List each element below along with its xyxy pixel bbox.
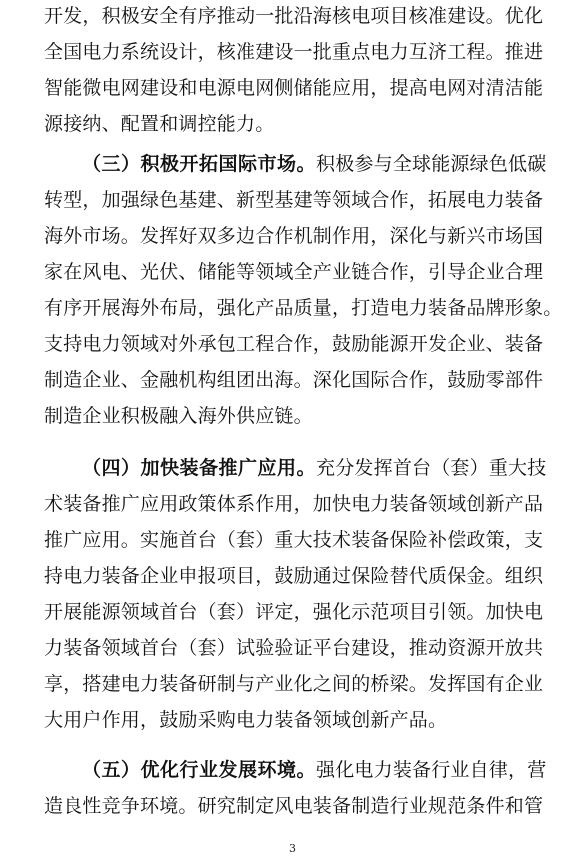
paragraph-line [44, 76, 543, 100]
paragraph-line [44, 260, 543, 284]
paragraph-line [44, 224, 543, 248]
section-heading: （五）优化行业发展环境。 [82, 759, 317, 781]
paragraph-line [44, 188, 543, 212]
paragraph-text: 充分发挥首台（套）重大技 [316, 457, 547, 479]
paragraph-line [44, 708, 447, 732]
paragraph-text: 享，搭建电力装备研制与产业化之间的桥梁。发挥国有企业 [44, 673, 544, 695]
paragraph-line [44, 368, 543, 392]
paragraph-text: 海外市场。发挥好双多边合作机制作用，深化与新兴市场国 [44, 225, 544, 247]
paragraph-text: 术装备推广应用政策体系作用，加快电力装备领域创新产品 [44, 493, 544, 515]
paragraph-line [44, 404, 313, 428]
paragraph-text: 推广应用。实施首台（套）重大技术装备保险补偿政策，支 [44, 529, 544, 551]
paragraph-text: 积极参与全球能源绿色低碳 [316, 153, 547, 175]
paragraph-line [44, 296, 562, 320]
section-heading-line [82, 152, 546, 176]
paragraph-text: 造良性竞争环境。研究制定风电装备制造行业规范条件和管 [44, 795, 544, 817]
paragraph-line [44, 332, 543, 356]
section-heading: （三）积极开拓国际市场。 [82, 153, 317, 175]
paragraph-text: 大用户作用，鼓励采购电力装备领域创新产品。 [44, 709, 448, 731]
paragraph-text: 力装备领域首台（套）试验验证平台建设，推动资源开放共 [44, 637, 544, 659]
paragraph-text: 开发，积极安全有序推动一批沿海核电项目核准建设。优化 [44, 5, 544, 27]
paragraph-line [44, 112, 274, 136]
paragraph-line [44, 528, 543, 552]
paragraph-line [44, 4, 543, 28]
paragraph-text: 制造企业、金融机构组团出海。深化国际合作，鼓励零部件 [44, 369, 544, 391]
paragraph-line [44, 564, 543, 588]
paragraph-text: 转型，加强绿色基建、新型基建等领域合作，拓展电力装备 [44, 189, 544, 211]
section-heading: （四）加快装备推广应用。 [82, 457, 317, 479]
paragraph-line [44, 672, 543, 696]
paragraph-text: 开展能源领域首台（套）评定，强化示范项目引领。加快电 [44, 601, 544, 623]
paragraph-text: 源接纳、配置和调控能力。 [44, 113, 275, 135]
paragraph-text: 智能微电网建设和电源电网侧储能应用，提高电网对清洁能 [44, 77, 544, 99]
page-number: 3 [289, 842, 296, 855]
paragraph-text: 制造企业积极融入海外供应链。 [44, 405, 313, 427]
paragraph-text: 持电力装备企业申报项目，鼓励通过保险替代质保金。组织 [44, 565, 544, 587]
paragraph-line [44, 600, 543, 624]
paragraph-text: 有序开展海外布局，强化产品质量，打造电力装备品牌形象。 [44, 297, 563, 319]
paragraph-text: 支持电力领域对外承包工程合作，鼓励能源开发企业、装备 [44, 333, 544, 355]
paragraph-text: 强化电力装备行业自律，营 [316, 759, 547, 781]
paragraph-line [44, 636, 543, 660]
paragraph-line [44, 492, 543, 516]
paragraph-text: 家在风电、光伏、储能等领域全产业链合作，引导企业合理 [44, 261, 544, 283]
paragraph-line [44, 40, 543, 64]
paragraph-text: 全国电力系统设计，核准建设一批重点电力互济工程。推进 [44, 41, 544, 63]
section-heading-line [82, 456, 546, 480]
paragraph-line [44, 794, 543, 818]
section-heading-line [82, 758, 546, 782]
